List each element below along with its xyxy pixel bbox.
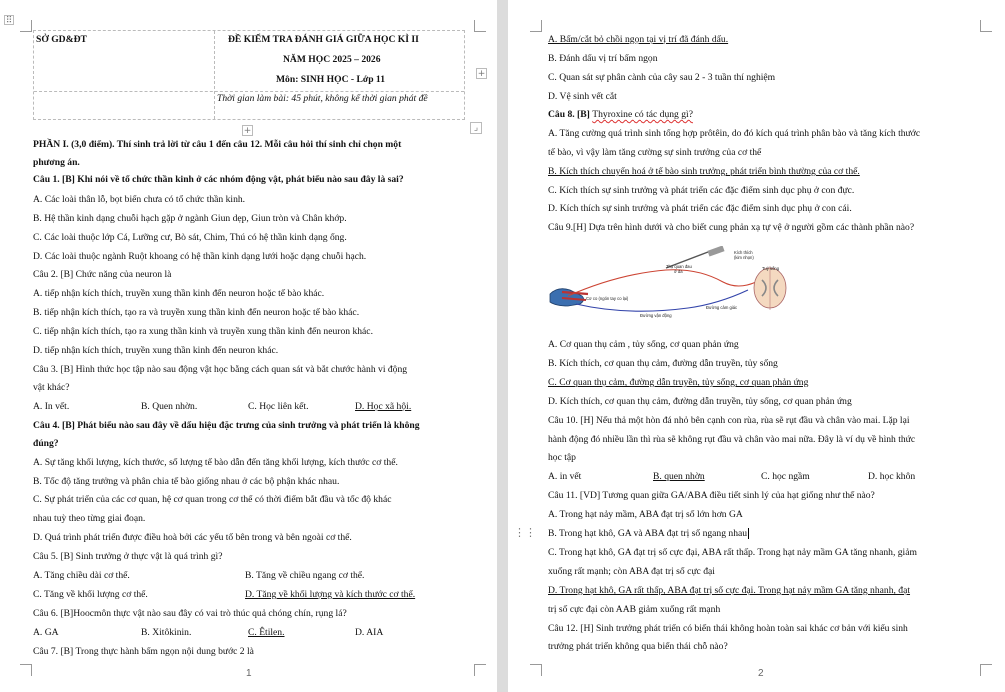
q11-option-a: A. Trong hạt nảy mầm, ABA đạt trị số lớn hơn GA <box>548 509 743 520</box>
label-receptor: Thụ quan đau <box>666 264 692 269</box>
q1-option-c: C. Các loài thuộc lớp Cá, Lưỡng cư, Bò sát, Chim, Thú có hệ thần kinh dạng ống. <box>33 232 347 243</box>
q4-option-d: D. Quá trình phát triển được điều hoà bởi các yếu tố bên trong và bên ngoài cơ thể. <box>33 532 352 543</box>
text-cursor <box>748 528 749 539</box>
q4-option-c: C. Sự phát triển của các cơ quan, hệ cơ quan trong cơ thể có thời điểm bắt đầu và tốc độ khác <box>33 494 392 505</box>
q1-option-b: B. Hệ thần kinh dạng chuỗi hạch gặp ở ngành Giun dẹp, Giun tròn và Chân khớp. <box>33 213 347 224</box>
exam-year: NĂM HỌC 2025 – 2026 <box>283 54 381 65</box>
q4-option-c-cont: nhau tuỳ theo từng giai đoạn. <box>33 513 146 524</box>
q9-option-d: D. Kích thích, cơ quan thụ cảm, đường dẫn truyền, tủy sống, cơ quan phản ứng <box>548 396 852 407</box>
page-corner-mark <box>20 664 32 676</box>
question-6: Câu 6. [B]Hoocmôn thực vật nào sau đây có vai trò thúc quả chóng chín, rụng lá? <box>33 608 347 619</box>
q10-option-a: A. in vết <box>548 471 582 482</box>
question-12: Câu 12. [H] Sinh trưởng phát triển có biến thái không hoàn toàn sai khác cơ bản với kiểu sinh <box>548 623 908 634</box>
q5-option-b: B. Tăng về chiều ngang cơ thể. <box>245 570 365 581</box>
question-3-cont: vật khác? <box>33 382 70 393</box>
q11-option-c-cont: xuống rất mạnh; còn ABA đạt trị số cực đại <box>548 566 715 577</box>
question-3: Câu 3. [B] Hình thức học tập nào sau động vật học bằng cách quan sát và bắt chước hành vi động <box>33 364 408 375</box>
label-stimulus-sub: (kim nhọn) <box>734 255 754 260</box>
q6-option-b: B. Xitôkinin. <box>141 627 192 638</box>
q4-option-a: A. Sự tăng khối lượng, kích thước, số lượng tế bào dẫn đến tăng khối lượng, kích thước cơ thể. <box>33 457 398 468</box>
document-page-2[interactable] <box>508 0 1005 692</box>
q3-option-d: D. Học xã hội. <box>355 401 412 412</box>
hand-icon <box>550 289 588 306</box>
spinal-cord-icon <box>754 266 786 310</box>
header-org: SỞ GD&ĐT <box>36 34 87 45</box>
q9-option-a: A. Cơ quan thụ cảm , tủy sống, cơ quan phản ứng <box>548 339 739 350</box>
q9-option-b: B. Kích thích, cơ quan thụ cảm, đường dẫn truyền, tủy sống <box>548 358 778 369</box>
q11-option-c: C. Trong hạt khô, GA đạt trị số cực đại, ABA rất thấp. Trong hạt nảy mầm GA tăng nhanh, giảm <box>548 547 917 558</box>
q7-option-a: A. Bấm/cắt bỏ chồi ngọn tại vị trí đã đánh dấu. <box>548 34 729 45</box>
q1-option-d: D. Các loài thuộc ngành Ruột khoang có hệ thần kinh dạng lưới hoặc dạng chuỗi hạch. <box>33 251 367 262</box>
resize-table-icon[interactable]: ⌟ <box>470 122 482 134</box>
label-motor-path: Đường vận động <box>640 313 672 318</box>
page-corner-mark <box>530 20 542 32</box>
reflex-arc-diagram <box>548 246 803 332</box>
q6-option-d: D. AIA <box>355 627 384 638</box>
page-corner-mark <box>474 20 486 32</box>
q1-option-a: A. Các loài thân lỗ, bọt biển chưa có tổ chức thần kinh. <box>33 194 246 205</box>
page-number: 2 <box>758 668 764 679</box>
exam-subject: Môn: SINH HỌC - Lớp 11 <box>276 74 385 85</box>
q8-option-c: C. Kích thích sự sinh trưởng và phát triển các đặc điểm sinh dục phụ ở con đực. <box>548 185 855 196</box>
question-10: Câu 10. [H] Nếu thả một hòn đá nhỏ bên cạnh con rùa, rùa sẽ rụt đầu và chân vào mai. Lặp lại <box>548 415 910 426</box>
exam-time: Thời gian làm bài: 45 phút, không kể thời gian phát đề <box>217 93 428 104</box>
page-corner-mark <box>20 20 32 32</box>
q8-option-a-cont: tế bào, vì vậy làm tăng cường sự sinh trưởng của cơ thể <box>548 147 762 158</box>
q6-option-c: C. Êtilen. <box>248 627 285 638</box>
label-muscle: Cơ co (ngón tay co lại) <box>586 296 629 301</box>
question-8 <box>548 108 693 121</box>
q2-option-b: B. tiếp nhận kích thích, tạo ra và truyền xung thần kinh đến neuron hoặc tế bào khác. <box>33 307 360 318</box>
page-number: 1 <box>246 668 252 679</box>
q6-option-a: A. GA <box>33 627 59 638</box>
q11-option-b: B. Trong hạt khô, GA và ABA đạt trị số ngang nhau <box>548 528 748 539</box>
exam-title: ĐỀ KIỂM TRA ĐÁNH GIÁ GIỮA HỌC KÌ II <box>228 34 419 45</box>
add-row-icon[interactable]: + <box>243 126 252 136</box>
question-10-cont2: học tập <box>548 452 576 463</box>
q5-option-d: D. Tăng về khối lượng và kích thước cơ thể. <box>245 589 416 600</box>
q7-option-d: D. Vệ sinh vết cắt <box>548 91 617 102</box>
label-sensory-path: Đường cảm giác <box>706 305 738 310</box>
table-move-handle-icon[interactable]: ⠿ <box>5 16 13 26</box>
question-1: Câu 1. [B] Khi nói về tổ chức thần kinh ở các nhóm động vật, phát biểu nào sau đây là sai? <box>33 174 404 185</box>
question-4: Câu 4. [B] Phát biểu nào sau đây về dấu hiệu đặc trưng của sinh trưởng và phát triển là không <box>33 420 420 431</box>
label-receptor-sub: ở da <box>674 269 683 274</box>
page-gutter <box>497 0 508 692</box>
question-11: Câu 11. [VD] Tương quan giữa GA/ABA điều tiết sinh lý của hạt giống như thế nào? <box>548 490 875 501</box>
drag-handle-icon[interactable]: ⋮⋮ <box>514 526 536 539</box>
q10-option-c: C. học ngầm <box>761 471 810 482</box>
question-9: Câu 9.[H] Dựa trên hình dưới và cho biết cung phản xạ tự vệ ở người gồm các thành phần nào? <box>548 222 915 233</box>
page-corner-mark <box>530 664 542 676</box>
q8-option-a: A. Tăng cường quá trình sinh tổng hợp prôtêin, do đó kích quá trình phân bào và tăng kích thước <box>548 128 921 139</box>
question-8-spellcheck-text[interactable]: Thyroxine có tác dụng gì? <box>592 109 693 120</box>
question-12-cont: trưởng phát triển không qua biến thái chỗ nào? <box>548 641 728 652</box>
q8-option-d: D. Kích thích sự sinh trưởng và phát triển các đặc điểm sinh dục phụ ở con cái. <box>548 203 852 214</box>
q5-option-a: A. Tăng chiều dài cơ thể. <box>33 570 130 581</box>
page-corner-mark <box>980 20 992 32</box>
q3-option-c: C. Học liên kết. <box>248 401 309 412</box>
page-corner-mark <box>980 664 992 676</box>
page-corner-mark <box>474 664 486 676</box>
question-10-cont: hành động đó nhiều lần thì rùa sẽ không rụt đầu và chân vào mai nữa. Đây là ví dụ về hình thức <box>548 434 916 445</box>
q7-option-c: C. Quan sát sự phân cành của cây sau 2 - 3 tuần thí nghiệm <box>548 72 776 83</box>
part1-heading-cont: phương án. <box>33 157 80 168</box>
q2-option-d: D. tiếp nhận kích thích, truyền xung thần kinh đến neuron khác. <box>33 345 279 356</box>
q9-option-c: C. Cơ quan thụ cảm, đường dẫn truyền, tủy sống, cơ quan phản ứng <box>548 377 809 388</box>
question-2: Câu 2. [B] Chức năng của neuron là <box>33 269 172 280</box>
q5-option-c: C. Tăng về khối lượng cơ thể. <box>33 589 148 600</box>
document-page-1[interactable] <box>0 0 497 692</box>
q11-option-d-cont: trị số cực đại còn AAB giảm xuống rất mạnh <box>548 604 721 615</box>
part1-heading: PHẦN I. (3,0 điểm). Thí sinh trả lời từ câu 1 đến câu 12. Mỗi câu hỏi thí sinh chỉ chọn một <box>33 139 402 150</box>
q10-option-b: B. quen nhờn <box>653 471 705 482</box>
q2-option-a: A. tiếp nhận kích thích, truyền xung thần kinh đến neuron hoặc tế bào khác. <box>33 288 325 299</box>
question-7: Câu 7. [B] Trong thực hành bấm ngọn nội dung bước 2 là <box>33 646 254 657</box>
question-8-label: Câu 8. [B] <box>548 109 593 120</box>
label-stimulus: Kích thích <box>734 250 753 255</box>
question-4-cont: đúng? <box>33 438 59 449</box>
add-column-icon[interactable]: + <box>477 69 486 79</box>
q11-option-d: D. Trong hạt khô, GA rất thấp, ABA đạt trị số cực đại. Trong hạt nảy mầm GA tăng nhanh, đạt <box>548 585 911 596</box>
q2-option-c: C. tiếp nhận kích thích, tạo ra xung thần kinh và truyền xung thần kinh đến neuron khác. <box>33 326 373 337</box>
q4-option-b: B. Tốc độ tăng trưởng và phân chia tế bào giống nhau ở các bộ phận khác nhau. <box>33 476 340 487</box>
q10-option-d: D. học khôn <box>868 471 916 482</box>
q3-option-a: A. In vết. <box>33 401 70 412</box>
label-spinal-cord: Tuỷ sống <box>762 266 780 271</box>
q3-option-b: B. Quen nhờn. <box>141 401 198 412</box>
sensory-pathway <box>568 270 756 296</box>
q11-option-b-row[interactable] <box>548 527 749 540</box>
q8-option-b: B. Kích thích chuyển hoá ở tế bào sinh trưởng, phát triển bình thường của cơ thể. <box>548 166 860 177</box>
question-5: Câu 5. [B] Sinh trưởng ở thực vật là quá trình gì? <box>33 551 223 562</box>
q7-option-b: B. Đánh dấu vị trí bấm ngọn <box>548 53 658 64</box>
